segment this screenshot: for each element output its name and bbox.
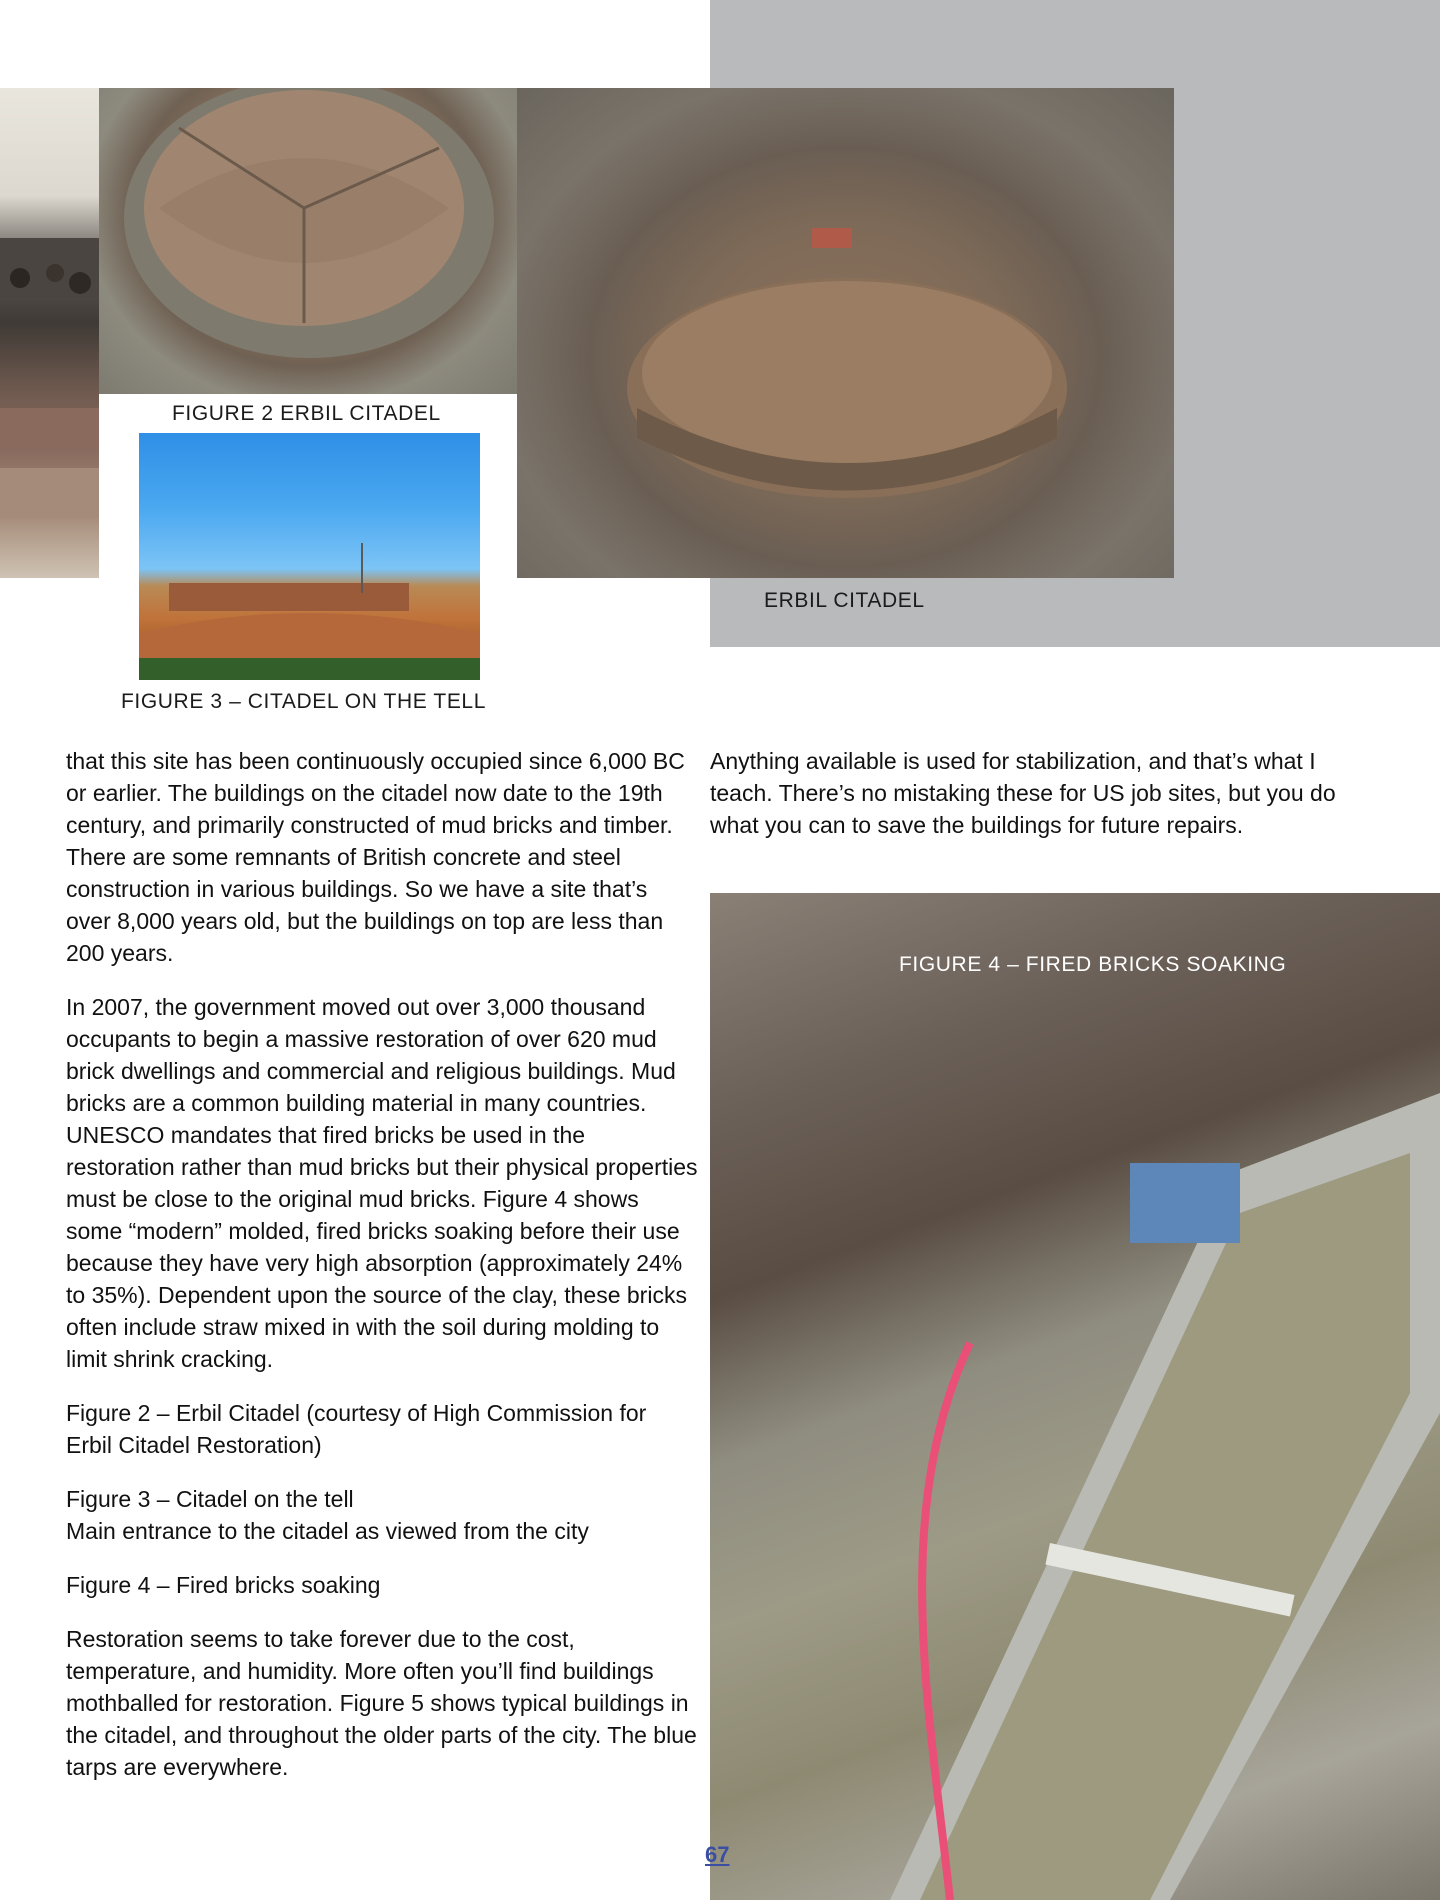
paragraph: that this site has been continuously occupied since 6,000 BC or earlier. The buildings on the citadel now date to the 19th century, and primarily constructed of mud bricks and timber. There are some remnants of British concrete and steel construction in various buildings. So we have a site that’s over 8,000 years old, but the buildings on top are less than 200 years. <box>66 748 685 966</box>
erbil-citadel-aerial-small-photo <box>99 88 517 394</box>
fired-bricks-soaking-photo <box>710 893 1440 1900</box>
paragraph <box>66 1483 698 1547</box>
paragraph: Restoration seems to take forever due to the cost, temperature, and humidity. More often you’ll find buildings mothballed for restoration. Figure 5 shows typical buildings in the citadel, and throughout the older parts of the city. The blue tarps are everywhere. <box>66 1626 697 1780</box>
erbil-citadel-aerial-large-photo <box>517 88 1174 578</box>
figure-4-caption: FIGURE 4 – FIRED BRICKS SOAKING <box>899 953 1287 976</box>
paragraph: Anything available is used for stabilization, and that’s what I teach. There’s no mistaking these for US job sites, but you do what you can to save the buildings for future repairs. <box>710 748 1336 838</box>
erbil-citadel-caption: ERBIL CITADEL <box>764 589 925 612</box>
figure-3-description: Main entrance to the citadel as viewed from the city <box>66 1518 589 1544</box>
figure-2-caption: FIGURE 2 ERBIL CITADEL <box>172 402 441 425</box>
market-photo-strip <box>0 88 99 578</box>
paragraph: Figure 2 – Erbil Citadel (courtesy of High Commission for Erbil Citadel Restoration) <box>66 1400 647 1458</box>
figure-3-line: Figure 3 – Citadel on the tell <box>66 1486 354 1512</box>
left-text-column <box>66 745 698 1805</box>
right-text-column <box>710 745 1370 863</box>
paragraph: In 2007, the government moved out over 3,000 thousand occupants to begin a massive restoration of over 620 mud brick dwellings and commercial and religious buildings. Mud bricks are a common building material in many countries. UNESCO mandates that fired bricks be used in the restoration rather than mud bricks but their physical properties must be close to the original mud bricks. Figure 4 shows some “modern” molded, fired bricks soaking before their use because they have very high absorption (approximately 24% to 35%). Dependent upon the source of the clay, these bricks often include straw mixed in with the soil during molding to limit shrink cracking. <box>66 994 698 1372</box>
page-number[interactable]: 67 <box>705 1842 730 1867</box>
paragraph: Figure 4 – Fired bricks soaking <box>66 1572 381 1598</box>
citadel-on-tell-photo <box>139 433 480 680</box>
figure-3-caption: FIGURE 3 – CITADEL ON THE TELL <box>121 690 486 713</box>
